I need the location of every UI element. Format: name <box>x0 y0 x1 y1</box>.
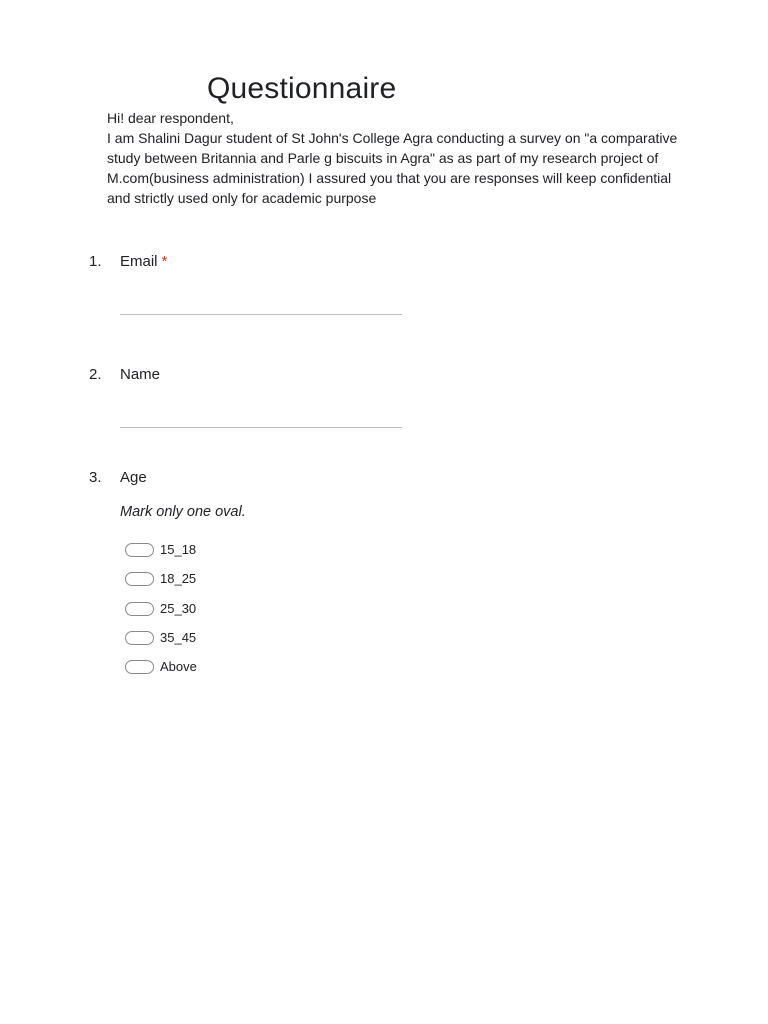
description-greeting: Hi! dear respondent, <box>107 110 234 126</box>
question-number: 2. <box>89 366 102 383</box>
age-option-18-25[interactable] <box>125 570 196 588</box>
form-title: Questionnaire <box>207 72 397 105</box>
question-number: 1. <box>89 253 102 270</box>
name-answer-line[interactable] <box>120 427 402 428</box>
question-title: Name <box>120 366 161 383</box>
required-asterisk: * <box>161 253 168 270</box>
age-option-35-45[interactable] <box>125 629 196 647</box>
radio-oval[interactable] <box>125 602 154 616</box>
email-answer-line[interactable] <box>120 314 402 315</box>
question-instruction: Mark only one oval. <box>120 504 246 520</box>
option-label: 18_25 <box>160 571 197 586</box>
option-label: 15_18 <box>160 542 197 557</box>
question-title: Age <box>120 469 147 486</box>
description-body: I am Shalini Dagur student of St John's College Agra conducting a survey on "a comparative study between Britannia and Parle g biscuits in Agra" as as part of my research project of M.com(business administration) I assured you that you are responses will keep confidential and strictly used only for academic purpose <box>107 130 678 206</box>
option-label: Above <box>160 659 197 674</box>
radio-oval[interactable] <box>125 660 154 674</box>
age-option-25-30[interactable] <box>125 600 196 618</box>
question-title-text: Email <box>120 253 158 270</box>
age-option-15-18[interactable] <box>125 541 196 559</box>
age-option-above[interactable] <box>125 658 197 676</box>
radio-oval[interactable] <box>125 572 154 586</box>
question-number: 3. <box>89 469 102 486</box>
question-title <box>120 252 167 272</box>
option-label: 25_30 <box>160 601 197 616</box>
radio-oval[interactable] <box>125 631 154 645</box>
form-description <box>107 108 687 208</box>
radio-oval[interactable] <box>125 543 154 557</box>
option-label: 35_45 <box>160 630 197 645</box>
